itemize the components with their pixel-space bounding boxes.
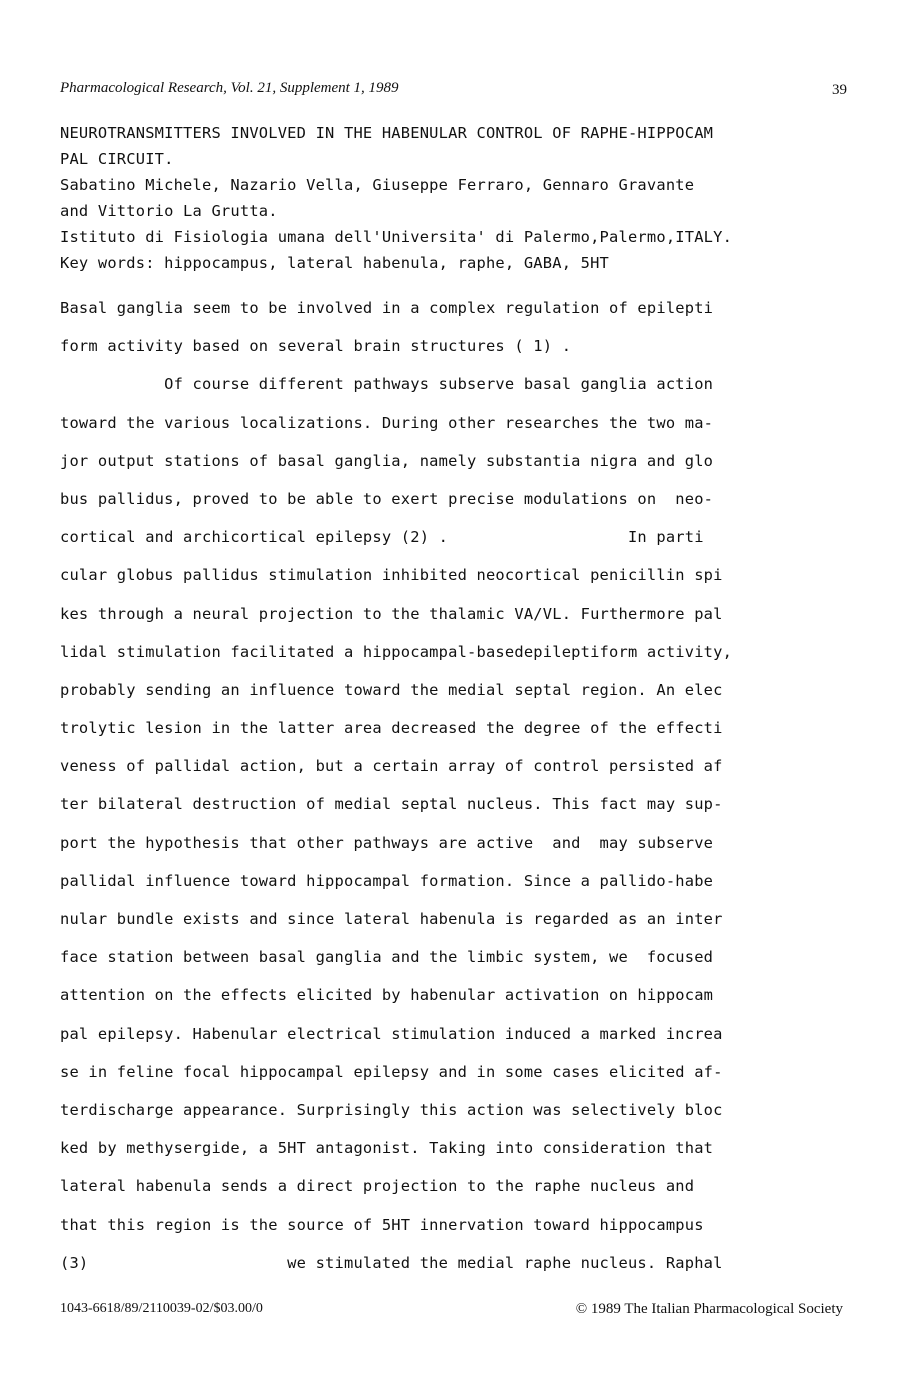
affiliation: Istituto di Fisiologia umana dell'Universita' di Palermo,Palermo,ITALY. (60, 228, 733, 246)
keywords: Key words: hippocampus, lateral habenula, raphe, GABA, 5HT (60, 254, 610, 272)
body-line: se in feline focal hippocampal epilepsy and in some cases elicited af- (60, 1062, 723, 1081)
body-line: lateral habenula sends a direct projection to the raphe nucleus and (60, 1177, 695, 1196)
body-line: ter bilateral destruction of medial septal nucleus. This fact may sup- (60, 795, 723, 814)
title-line: PAL CIRCUIT. (60, 150, 174, 168)
body-line: Of course different pathways subserve basal ganglia action (60, 375, 714, 394)
body-line: veness of pallidal action, but a certain array of control persisted af (60, 757, 723, 776)
body-line: terdischarge appearance. Surprisingly this action was selectively bloc (60, 1100, 723, 1119)
body-line: cular globus pallidus stimulation inhibited neocortical penicillin spi (60, 566, 723, 585)
article-header (60, 120, 850, 276)
running-head: Pharmacological Research, Vol. 21, Supplement 1, 1989 (60, 80, 399, 96)
title-line: NEUROTRANSMITTERS INVOLVED IN THE HABENULAR CONTROL OF RAPHE-HIPPOCAM (60, 124, 714, 142)
body-line: (3) we stimulated the medial raphe nucleus. Raphal (60, 1253, 723, 1272)
body-line: probably sending an influence toward the medial septal region. An elec (60, 680, 723, 699)
body-line: attention on the effects elicited by habenular activation on hippocam (60, 986, 714, 1005)
body-line: nular bundle exists and since lateral habenula is regarded as an inter (60, 910, 723, 928)
body-line: form activity based on several brain structures ( 1) . (60, 337, 572, 356)
body-line: kes through a neural projection to the thalamic VA/VL. Furthermore pal (60, 604, 723, 623)
page-number: 39 (832, 82, 847, 98)
footer-copyright: © 1989 The Italian Pharmacological Society (575, 1301, 843, 1317)
body-line: jor output stations of basal ganglia, namely substantia nigra and glo (60, 451, 714, 470)
body-line: that this region is the source of 5HT innervation toward hippocampus (60, 1215, 704, 1234)
body-line: pal epilepsy. Habenular electrical stimulation induced a marked increa (60, 1024, 723, 1043)
body-line: trolytic lesion in the latter area decreased the degree of the effecti (60, 719, 723, 738)
body-line: pallidal influence toward hippocampal formation. Since a pallido-habe (60, 871, 714, 890)
authors-line: Sabatino Michele, Nazario Vella, Giuseppe Ferraro, Gennaro Gravante (60, 176, 695, 194)
body-line: ked by methysergide, a 5HT antagonist. Taking into consideration that (60, 1139, 714, 1158)
footer-issn: 1043-6618/89/2110039-02/$03.00/0 (60, 1301, 263, 1316)
body-text (60, 296, 850, 1289)
body-line: lidal stimulation facilitated a hippocampal-basedepileptiform activity, (60, 642, 733, 661)
body-line: Basal ganglia seem to be involved in a complex regulation of epilepti (60, 299, 714, 317)
body-line: port the hypothesis that other pathways are active and may subserve (60, 833, 714, 852)
body-line: toward the various localizations. During other researches the two ma- (60, 413, 714, 432)
body-line: face station between basal ganglia and the limbic system, we focused (60, 948, 714, 967)
body-line: bus pallidus, proved to be able to exert precise modulations on neo- (60, 489, 714, 508)
body-line: cortical and archicortical epilepsy (2) . In parti (60, 528, 704, 547)
authors-line: and Vittorio La Grutta. (60, 202, 278, 220)
